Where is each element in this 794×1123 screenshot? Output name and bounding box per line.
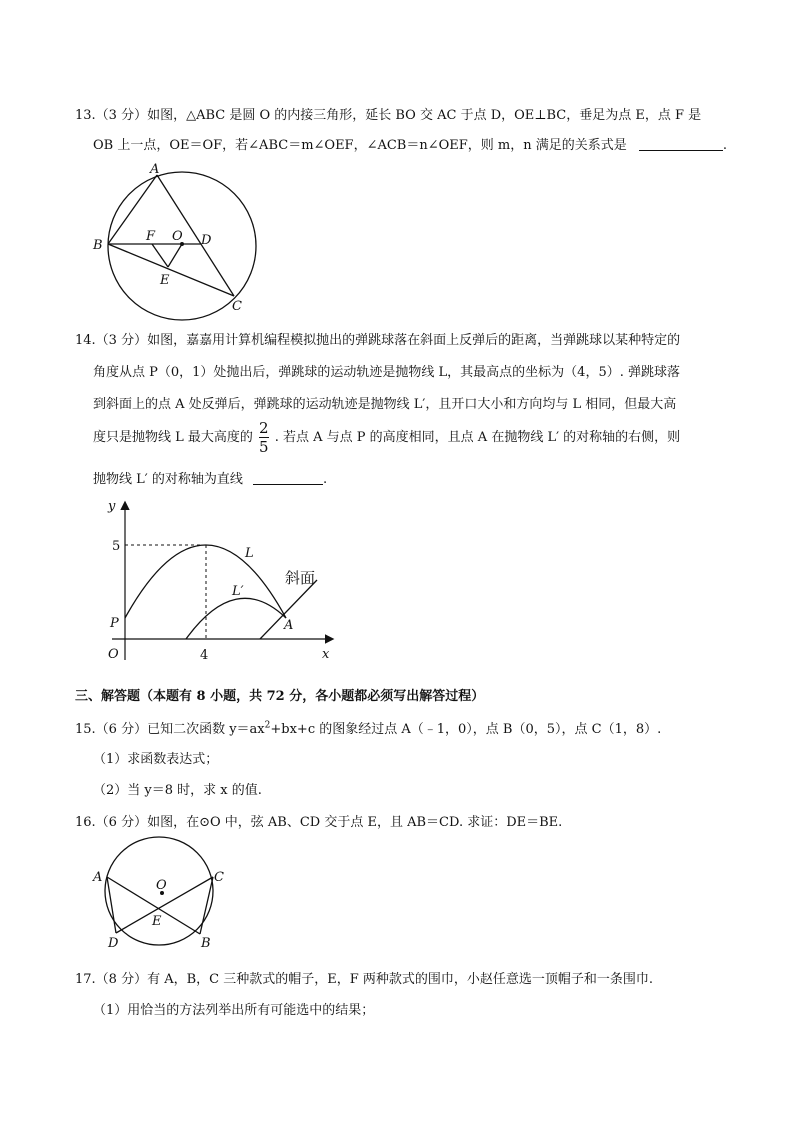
q14-label-A: A: [284, 618, 294, 633]
q14-line5: [93, 468, 327, 487]
q13-label-F: F: [146, 229, 156, 244]
q14-frac-den: 5: [259, 438, 269, 456]
q13-line2-end: .: [722, 138, 728, 153]
q16-seg-AD: [107, 877, 116, 933]
q17-sub1: （1）用恰当的方法列举出所有可能选中的结果；: [93, 1003, 375, 1018]
q14-line5-end: .: [323, 472, 328, 487]
q13-label-O: O: [172, 229, 183, 244]
q14-label-P: P: [110, 616, 119, 631]
q14-line4-b: . 若点 A 与点 P 的高度相同，且点 A 在抛物线 L′ 的对称轴的右侧，则: [274, 430, 681, 445]
q14-label-y: y: [108, 499, 116, 514]
section-3-heading: 三、解答题（本题有 8 小题，共 72 分，各小题都必须写出解答过程）: [75, 689, 485, 704]
q14-label-x: x: [322, 647, 330, 662]
q14-line5-text: 抛物线 L′ 的对称轴为直线: [93, 472, 243, 487]
q13-figure: [90, 160, 270, 314]
q14-line1: 14.（3 分）如图，嘉嘉用计算机编程模拟抛出的弹跳球落在斜面上反弹后的距离，当弹跳球以某种特定的: [75, 333, 681, 348]
q15-sub1: （1）求函数表达式；: [93, 752, 219, 767]
q15-line1: [75, 718, 661, 737]
q14-label-O: O: [108, 647, 119, 662]
q16-label-O: O: [156, 878, 167, 893]
q13-oe: [168, 244, 182, 267]
q13-line1: 13.（3 分）如图，△ABC 是圆 O 的内接三角形，延长 BO 交 AC 于点 D，OE⊥BC，垂足为点 E，点 F 是: [75, 108, 702, 123]
q17-line1: 17.（8 分）有 A，B，C 三种款式的帽子，E，F 两种款式的围巾，小赵任意选一顶帽子和一条围巾.: [75, 972, 654, 987]
q13-label-D: D: [201, 233, 212, 248]
q13-label-E: E: [160, 273, 170, 288]
q14-line2: 角度从点 P（0，1）处抛出后，弹跳球的运动轨迹是抛物线 L，其最高点的坐标为（4，5）. 弹跳球落: [93, 365, 680, 380]
q16-label-E: E: [152, 914, 162, 929]
q15-sub2: （2）当 y＝8 时，求 x 的值.: [93, 783, 262, 798]
q13-bc: [108, 244, 234, 296]
q15-line1-b: +bx+c 的图象经过点 A（﹣1，0），点 B（0，5），点 C（1，8）.: [270, 722, 662, 737]
q13-label-C: C: [232, 299, 242, 314]
q14-label-4: 4: [200, 648, 209, 663]
q16-figure: [90, 835, 240, 950]
q14-parabola-Lp: [186, 598, 286, 639]
q14-line4: [93, 420, 680, 455]
q14-figure: [100, 495, 340, 670]
q15-line1-a: 15.（6 分）已知二次函数 y＝ax: [75, 722, 265, 737]
q13-label-A: A: [150, 162, 160, 177]
q16-line1: 16.（6 分）如图，在⊙O 中，弦 AB、CD 交于点 E，且 AB＝CD. 求证：DE＝BE.: [75, 815, 563, 830]
q16-label-B: B: [201, 936, 211, 951]
q14-frac-num: 2: [259, 419, 269, 437]
q16-label-A: A: [93, 870, 103, 885]
q16-label-C: C: [214, 870, 224, 885]
q13-line2: [93, 134, 727, 153]
q14-label-Lp: L′: [232, 584, 244, 599]
q13-line2-text: OB 上一点，OE＝OF，若∠ABC＝m∠OEF，∠ACB＝n∠OEF，则 m，n 满足的关系式是: [93, 138, 627, 153]
q14-line4-a: 度只是抛物线 L 最大高度的: [93, 430, 253, 445]
q14-label-slope: 斜面: [285, 569, 316, 587]
q14-fraction: [259, 420, 269, 455]
q14-line3: 到斜面上的点 A 处反弹后，弹跳球的运动轨迹是抛物线 L′，且开口大小和方向均与 L 相同，但最大高: [93, 397, 677, 412]
q13-answer-blank: [639, 136, 723, 151]
q15-line1-sup: 2: [264, 720, 271, 731]
q16-label-D: D: [108, 936, 119, 951]
q13-label-B: B: [93, 238, 103, 253]
q14-label-L: L: [245, 546, 254, 561]
q14-label-5: 5: [112, 539, 121, 554]
q14-answer-blank: [253, 470, 323, 485]
